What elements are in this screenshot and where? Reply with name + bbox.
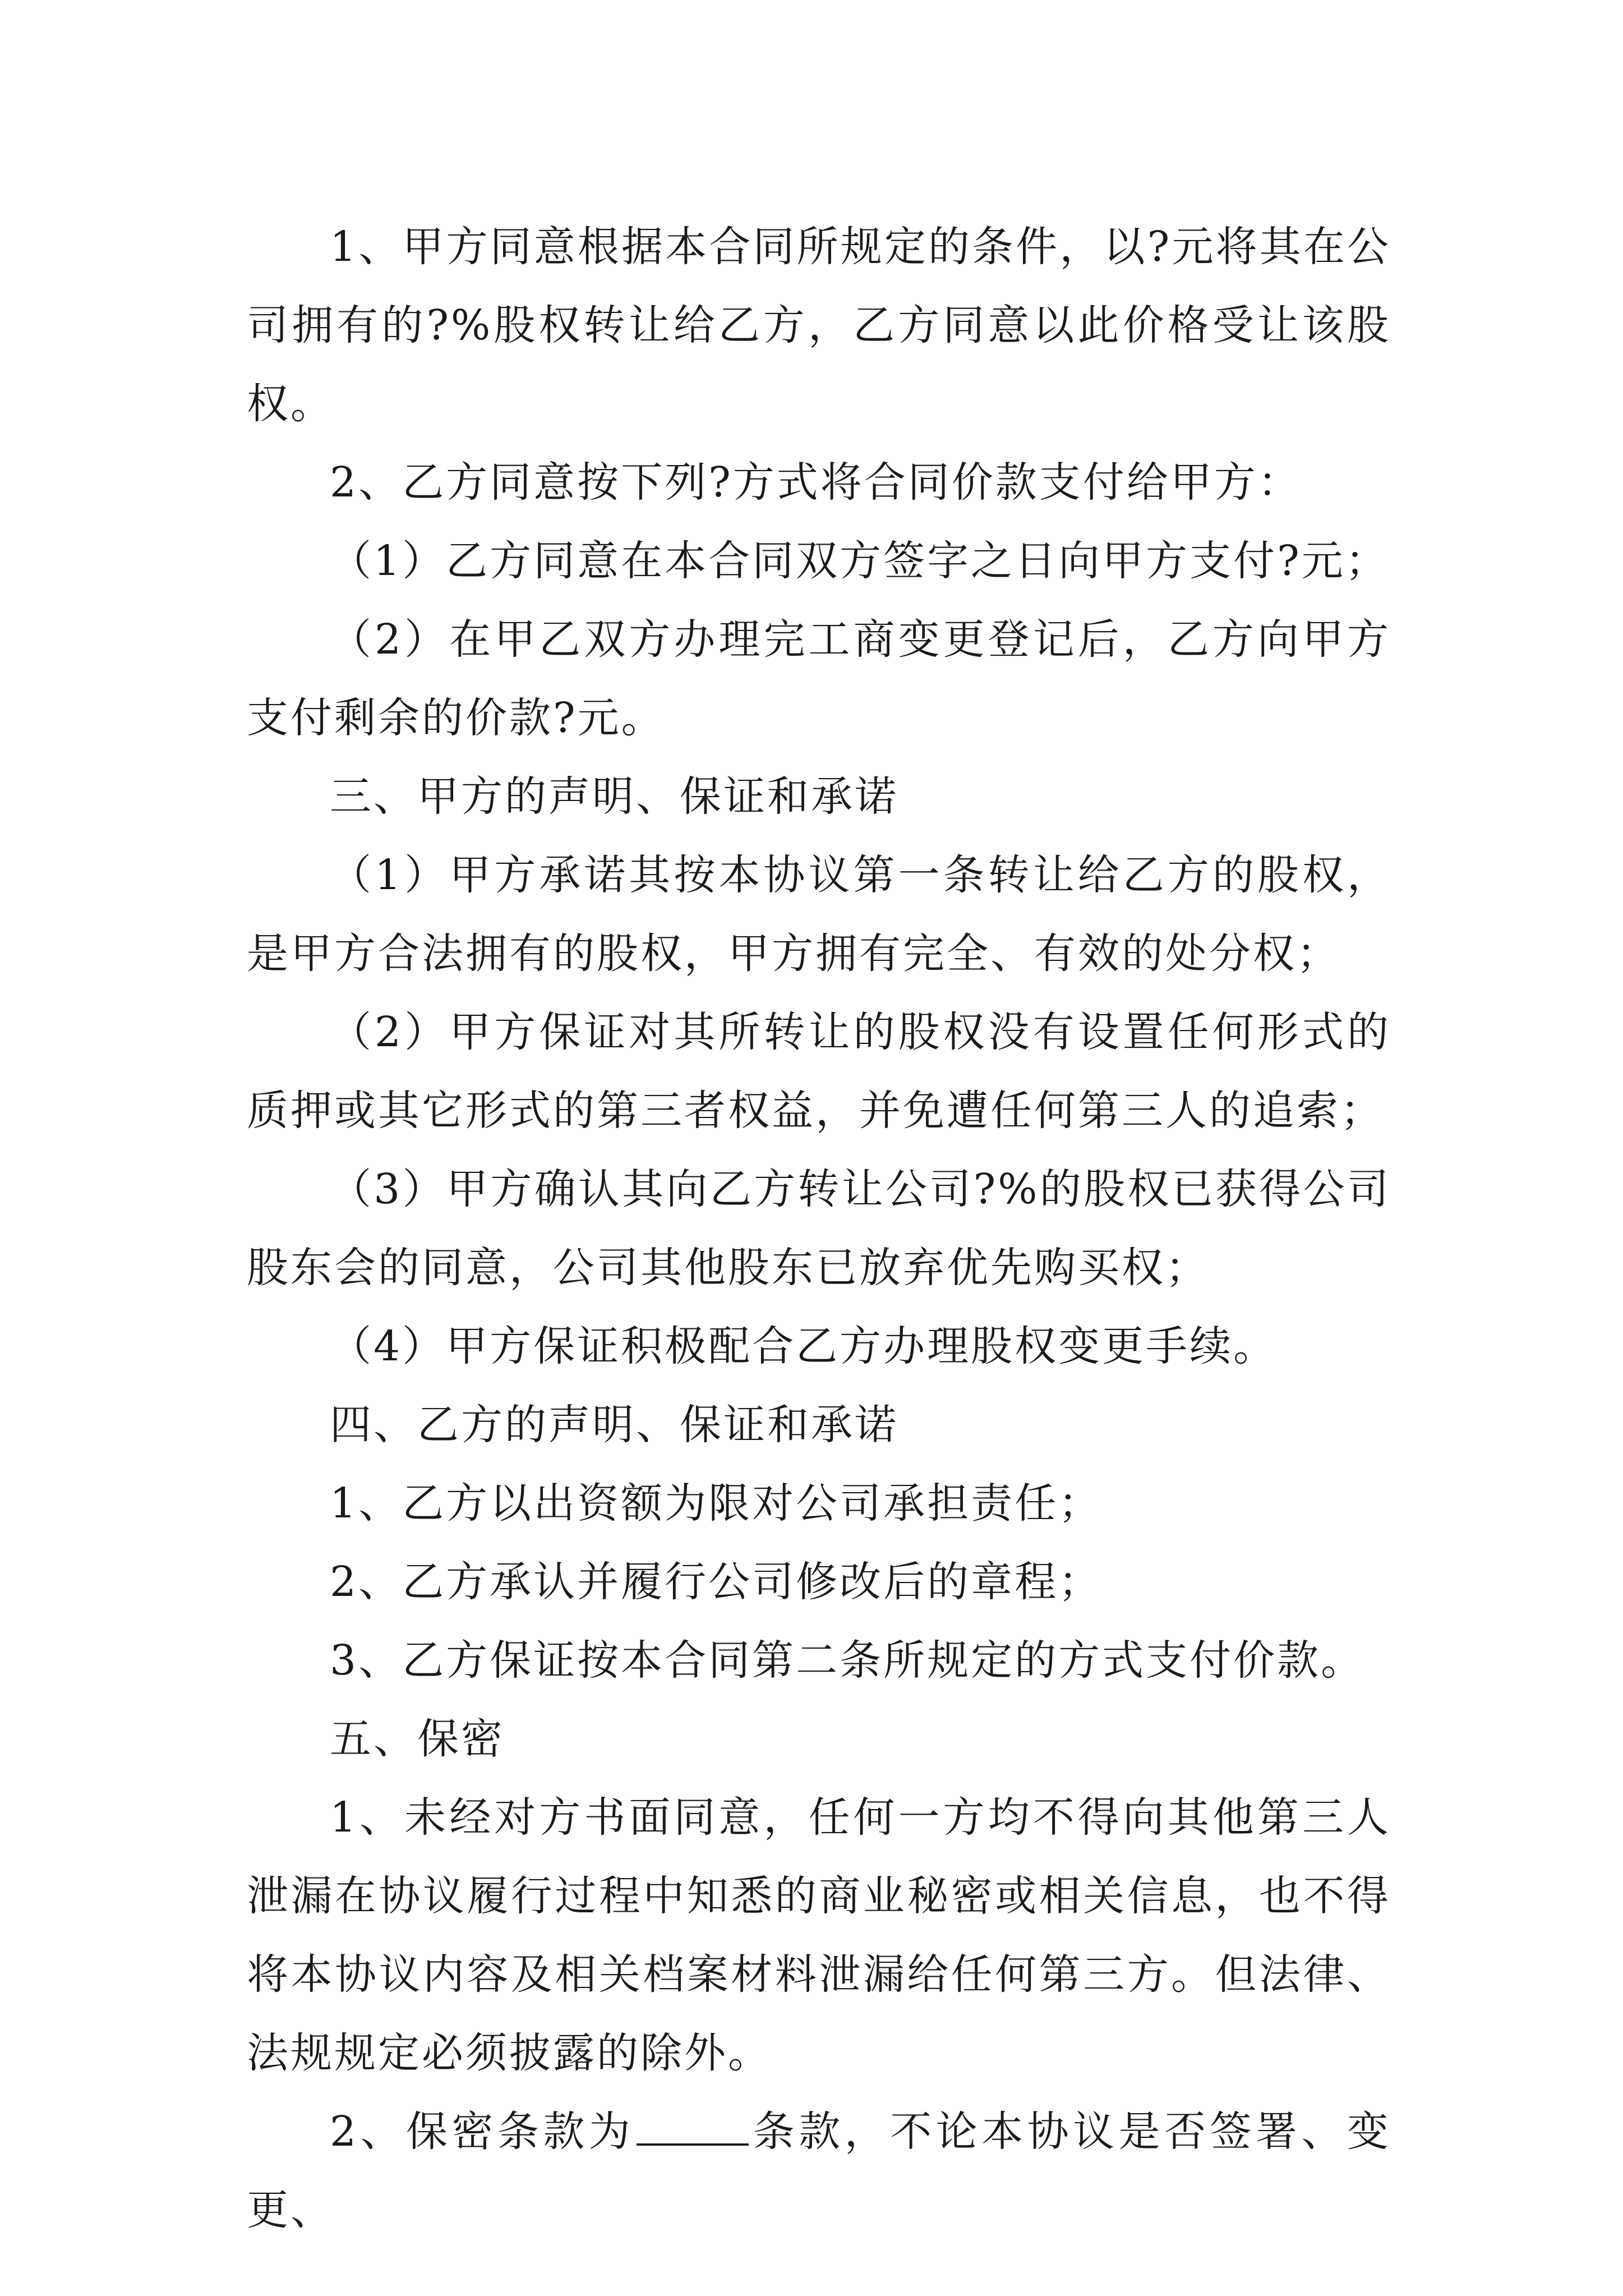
paragraph-party-b-item-1: 1、乙方以出资额为限对公司承担责任； <box>330 1479 1103 1527</box>
section-heading-confidentiality: 五、保密 <box>330 1715 505 1763</box>
confidentiality-text-before-blank: 2、保密条款为 <box>330 2108 635 2156</box>
paragraph-transfer-terms: 1、甲方同意根据本合同所规定的条件，以?元将其在公司拥有的?%股权转让给乙方，乙方同意以此价格受让该股权。 <box>247 223 1391 428</box>
confidentiality-text-after-blank: 条款，不论本协议是否签署、变更、 <box>247 2108 1391 2234</box>
document-body <box>247 208 1391 2249</box>
section-heading-party-b: 四、乙方的声明、保证和承诺 <box>330 1401 898 1449</box>
section-heading-party-a: 三、甲方的声明、保证和承诺 <box>330 772 898 821</box>
fill-in-blank <box>637 2109 749 2146</box>
paragraph-payment-item-1: （1）乙方同意在本合同双方签字之日向甲方支付?元； <box>330 537 1389 585</box>
paragraph-payment-method: 2、乙方同意按下列?方式将合同价款支付给甲方： <box>330 458 1302 507</box>
paragraph-confidentiality-item-1: 1、未经对方书面同意，任何一方均不得向其他第三人泄漏在协议履行过程中知悉的商业秘密或相关信息，也不得将本协议内容及相关档案材料泄漏给任何第三方。但法律、法规规定必须披露的除外。 <box>247 1793 1391 2077</box>
paragraph-party-b-item-3: 3、乙方保证按本合同第二条所规定的方式支付价款。 <box>330 1636 1365 1685</box>
paragraph-party-a-item-1: （1）甲方承诺其按本协议第一条转让给乙方的股权，是甲方合法拥有的股权，甲方拥有完全、有效的处分权； <box>247 851 1391 978</box>
paragraph-party-a-item-4: （4）甲方保证积极配合乙方办理股权变更手续。 <box>330 1322 1278 1370</box>
paragraph-party-a-item-3: （3）甲方确认其向乙方转让公司?%的股权已获得公司股东会的同意，公司其他股东已放弃优先购买权； <box>247 1165 1391 1292</box>
paragraph-confidentiality-item-2 <box>247 2092 1391 2249</box>
paragraph-party-a-item-2: （2）甲方保证对其所转让的股权没有设置任何形式的质押或其它形式的第三者权益，并免遭任何第三人的追索； <box>247 1008 1391 1135</box>
paragraph-payment-item-2: （2）在甲乙双方办理完工商变更登记后，乙方向甲方支付剩余的价款?元。 <box>247 615 1391 742</box>
paragraph-party-b-item-2: 2、乙方承认并履行公司修改后的章程； <box>330 1558 1103 1606</box>
